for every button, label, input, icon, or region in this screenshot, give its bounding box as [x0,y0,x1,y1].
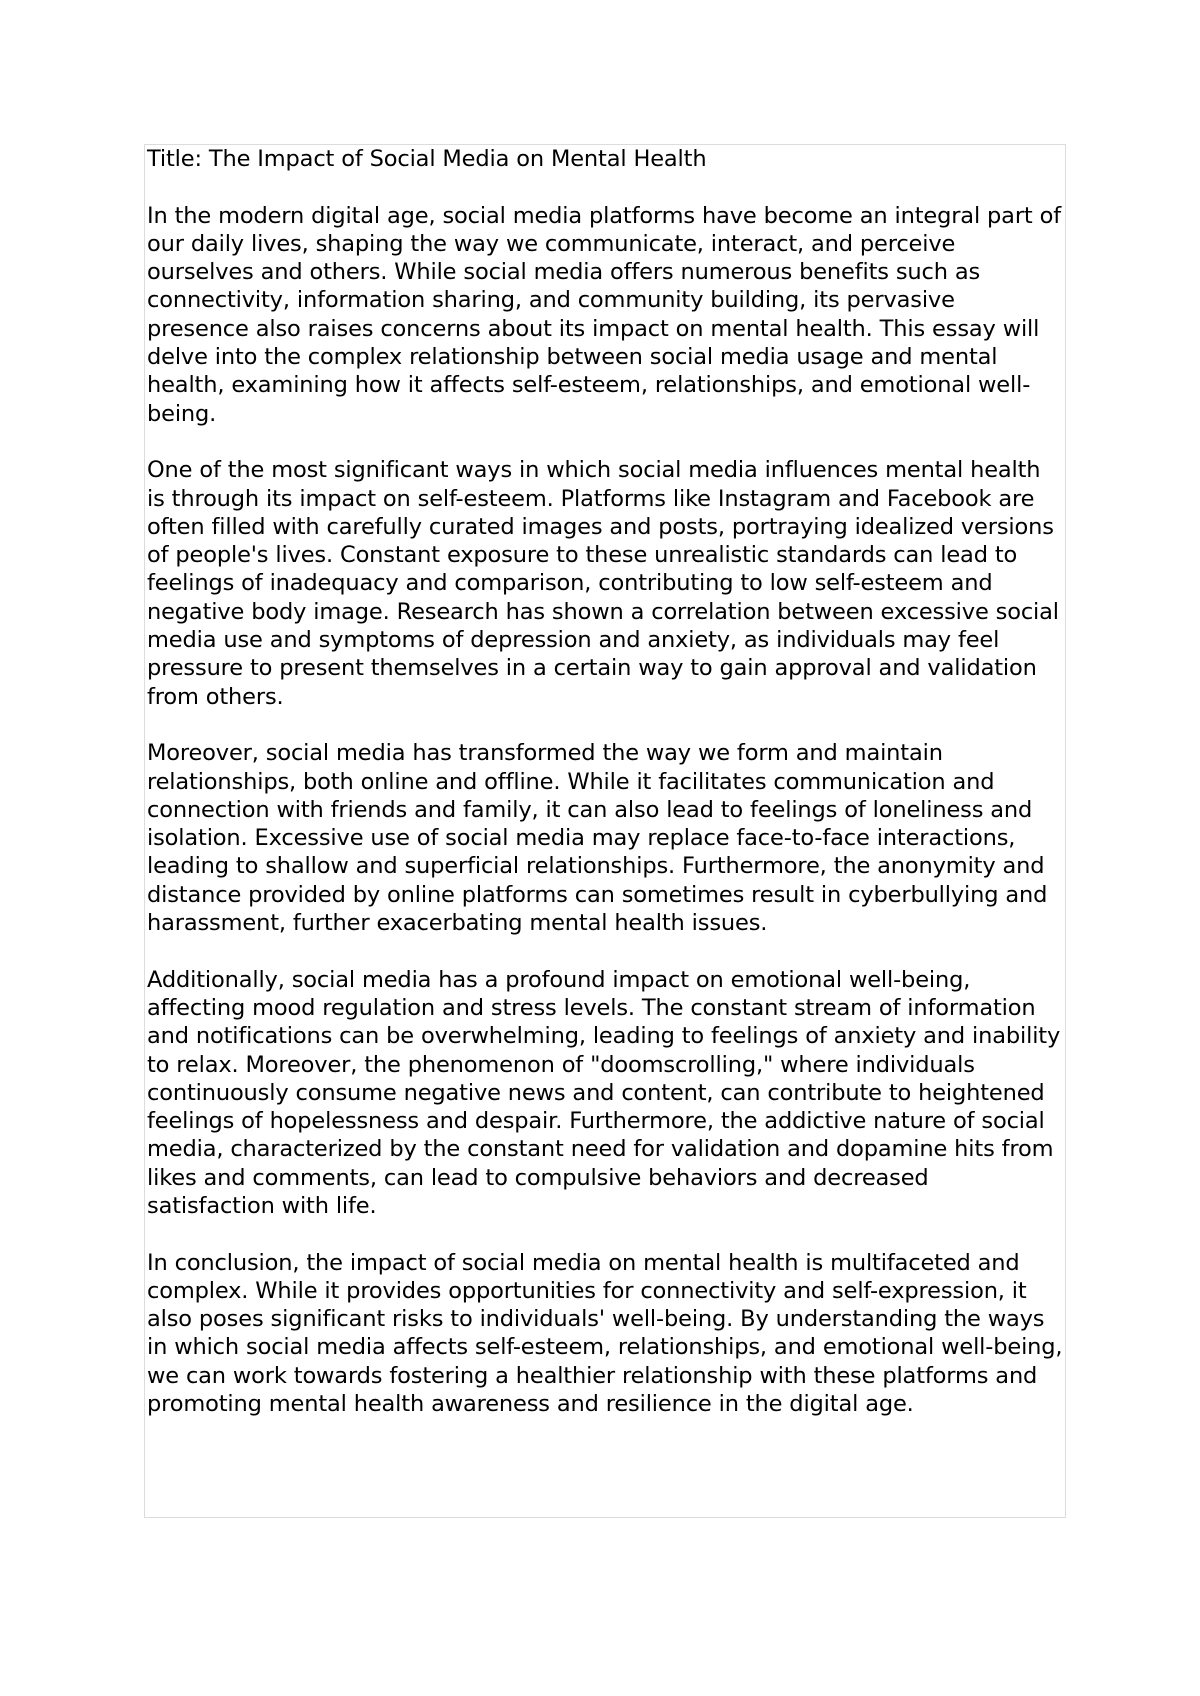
paragraph-introduction: In the modern digital age, social media platforms have become an integral part of our daily lives, shaping the way we communicate, interact, and perceive ourselves and others. While social media offers numerous benefits such as connectivity, information sharing, and community building, its pervasive presence also raises concerns about its impact on mental health. This essay will delve into the complex relationship between social media usage and mental health, examining how it affects self-esteem, relationships, and emotional well-being. [147,202,1061,427]
paragraph-relationships: Moreover, social media has transformed the way we form and maintain relationships, both online and offline. While it facilitates communication and connection with friends and family, it can also lead to feelings of loneliness and isolation. Excessive use of social media may replace face-to-face interactions, leading to shallow and superficial relationships. Furthermore, the anonymity and distance provided by online platforms can sometimes result in cyberbullying and harassment, further exacerbating mental health issues. [147,740,1048,937]
paragraph-conclusion: In conclusion, the impact of social media on mental health is multifaceted and complex. While it provides opportunities for connectivity and self-expression, it also poses significant risks to individuals' well-being. By understanding the ways in which social media affects self-esteem, relationships, and emotional well-being, we can work towards fostering a healthier relationship with these platforms and promoting mental health awareness and resilience in the digital age. [147,1249,1063,1418]
document-text-box [144,144,1066,1518]
paragraph-self-esteem: One of the most significant ways in which social media influences mental health is through its impact on self-esteem. Platforms like Instagram and Facebook are often filled with carefully curated images and posts, portraying idealized versions of people's lives. Constant exposure to these unrealistic standards can lead to feelings of inadequacy and comparison, contributing to low self-esteem and negative body image. Research has shown a correlation between excessive social media use and symptoms of depression and anxiety, as individuals may feel pressure to present themselves in a certain way to gain approval and validation from others. [147,457,1059,710]
document-title: Title: The Impact of Social Media on Mental Health [147,146,707,172]
paragraph-emotional-well-being: Additionally, social media has a profound impact on emotional well-being, affecting mood regulation and stress levels. The constant stream of information and notifications can be overwhelming, leading to feelings of anxiety and inability to relax. Moreover, the phenomenon of "doomscrolling," where individuals continuously consume negative news and content, can contribute to heightened feelings of hopelessness and despair. Furthermore, the addictive nature of social media, characterized by the constant need for validation and dopamine hits from likes and comments, can lead to compulsive behaviors and decreased satisfaction with life. [147,966,1061,1219]
